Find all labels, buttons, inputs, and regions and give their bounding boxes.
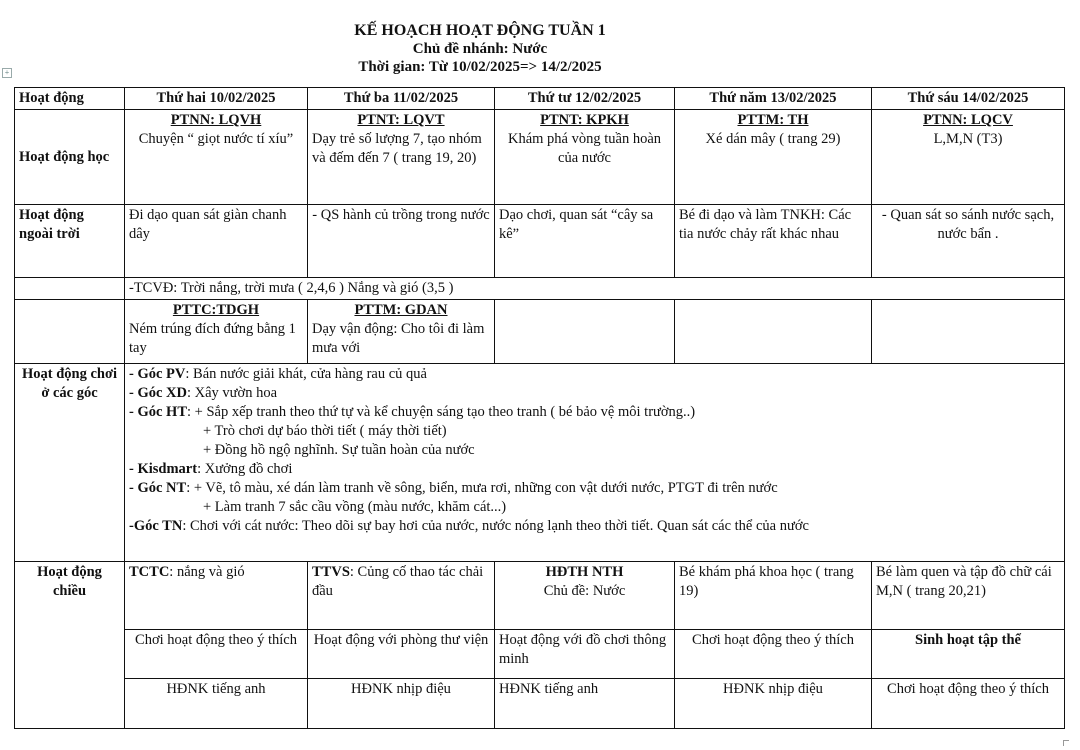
corner-xd-text: : Xây vườn hoa — [187, 385, 278, 401]
table-move-handle-icon[interactable]: + — [2, 68, 12, 78]
activity-text: L,M,N (T3) — [933, 131, 1003, 147]
outdoor-cell-wed: Dạo chơi, quan sát “cây sa kê” — [495, 205, 675, 278]
corner-nt-item-2: + Làm tranh 7 sắc cầu vồng (màu nước, khăm cát...) — [203, 499, 507, 515]
extra-cell-fri — [872, 300, 1065, 364]
afternoon-text: Chủ đề: Nước — [543, 583, 626, 599]
activity-text: Dạy vận động: Cho tôi đi làm mưa với — [312, 321, 485, 356]
tcvd-row — [15, 278, 1065, 300]
header-activity: Hoạt động — [15, 88, 125, 110]
extra-cell-mon — [125, 300, 308, 364]
afternoon-bold: TTVS — [312, 564, 350, 580]
header-monday: Thứ hai 10/02/2025 — [125, 88, 308, 110]
outdoor-cell-mon: Đi dạo quan sát giàn chanh dây — [125, 205, 308, 278]
row-label-learning: Hoạt động học — [15, 110, 125, 205]
tcvd-empty-label — [15, 278, 125, 300]
learning-cell-wed — [495, 110, 675, 205]
weekly-plan-table — [14, 87, 1065, 729]
afternoon-row-1 — [15, 562, 1065, 630]
afternoon3-cell-mon: HĐNK tiếng anh — [125, 679, 308, 729]
afternoon-text: Bé làm quen và tập đồ chữ cái M,N ( trang 20,21) — [876, 564, 1052, 599]
corner-kidsmart — [129, 460, 1060, 479]
corner-tn-label: -Góc TN — [129, 518, 183, 534]
afternoon2-cell-fri: Sinh hoạt tập thể — [872, 630, 1065, 679]
corner-pv — [129, 365, 1060, 384]
area-label: PTNT: LQVT — [357, 112, 445, 128]
corners-content — [125, 364, 1065, 562]
outdoor-row — [15, 205, 1065, 278]
corner-xd-label: - Góc XD — [129, 385, 187, 401]
corner-pv-label: - Góc PV — [129, 366, 186, 382]
header-tuesday: Thứ ba 11/02/2025 — [308, 88, 495, 110]
header-friday: Thứ sáu 14/02/2025 — [872, 88, 1065, 110]
corner-kidsmart-label: - Kisdmart — [129, 461, 198, 477]
extra-empty-label — [15, 300, 125, 364]
extra-cell-thu — [675, 300, 872, 364]
learning-cell-mon — [125, 110, 308, 205]
afternoon-text: : nắng và gió — [169, 564, 245, 580]
afternoon-bold: TCTC — [129, 564, 170, 580]
afternoon2-cell-tue: Hoạt động với phòng thư viện — [308, 630, 495, 679]
afternoon-cell-fri — [872, 562, 1065, 630]
area-label: PTNT: KPKH — [540, 112, 629, 128]
corner-nt-label: - Góc NT — [129, 480, 187, 496]
corners-row — [15, 364, 1065, 562]
outdoor-cell-tue: - QS hành củ trồng trong nước — [308, 205, 495, 278]
row-label-afternoon: Hoạt động chiều — [15, 562, 125, 729]
afternoon-cell-thu — [675, 562, 872, 630]
table-resize-handle-icon[interactable] — [1063, 740, 1069, 746]
outdoor-cell-fri: - Quan sát so sánh nước sạch, nước bẩn . — [872, 205, 1065, 278]
tcvd-text: -TCVĐ: Trời nắng, trời mưa ( 2,4,6 ) Nắng và gió (3,5 ) — [125, 278, 1065, 300]
row-label-outdoor: Hoạt động ngoài trời — [15, 205, 125, 278]
learning-cell-thu — [675, 110, 872, 205]
corner-nt-text: : + Vẽ, tô màu, xé dán làm tranh về sông, biển, mưa rơi, những con vật dưới nước, PTGT đi trên nước — [186, 480, 778, 496]
learning-cell-fri — [872, 110, 1065, 205]
document-header — [0, 22, 960, 77]
header-thursday: Thứ năm 13/02/2025 — [675, 88, 872, 110]
corner-ht-item-2: + Trò chơi dự báo thời tiết ( máy thời tiết) — [203, 423, 447, 439]
extra-cell-wed — [495, 300, 675, 364]
outdoor-cell-thu: Bé đi dạo và làm TNKH: Các tia nước chảy rất khác nhau — [675, 205, 872, 278]
afternoon-row-3 — [15, 679, 1065, 729]
area-label: PTNN: LQVH — [170, 112, 262, 128]
afternoon-cell-wed — [495, 562, 675, 630]
activity-text: Ném trúng đích đứng bằng 1 tay — [129, 321, 296, 356]
corner-ht-item-3: + Đồng hồ ngộ nghĩnh. Sự tuần hoàn của nước — [203, 442, 475, 458]
extra-cell-tue — [308, 300, 495, 364]
afternoon3-cell-fri: Chơi hoạt động theo ý thích — [872, 679, 1065, 729]
corner-kidsmart-text: : Xưởng đồ chơi — [197, 461, 293, 477]
afternoon-cell-tue — [308, 562, 495, 630]
afternoon2-cell-mon: Chơi hoạt động theo ý thích — [125, 630, 308, 679]
area-label: PTTC:TDGH — [172, 302, 260, 318]
afternoon3-cell-thu: HĐNK nhịp điệu — [675, 679, 872, 729]
learning-row — [15, 110, 1065, 205]
afternoon-text: Bé khám phá khoa học ( trang 19) — [679, 564, 854, 599]
activity-text: Xé dán mây ( trang 29) — [705, 131, 841, 147]
corner-ht-text: : + Sắp xếp tranh theo thứ tự và kể chuyện sáng tạo theo tranh ( bé bảo vệ môi trường..) — [187, 404, 696, 420]
corner-xd — [129, 384, 1060, 403]
area-label: PTTM: TH — [737, 112, 809, 128]
corner-ht-label: - Góc HT — [129, 404, 187, 420]
afternoon-row-2 — [15, 630, 1065, 679]
afternoon-bold: HĐTH NTH — [545, 564, 624, 580]
area-label: PTTM: GDAN — [354, 302, 448, 318]
corner-tn — [129, 517, 1060, 536]
plan-subtopic: Chủ đề nhánh: Nước — [412, 41, 548, 57]
header-wednesday: Thứ tư 12/02/2025 — [495, 88, 675, 110]
corner-nt — [129, 479, 1060, 498]
afternoon-text: : Củng cố thao tác chải đầu — [312, 564, 484, 599]
corner-pv-text: : Bán nước giải khát, cửa hàng rau củ quả — [185, 366, 427, 382]
row-label-corners: Hoạt động chơi ở các góc — [15, 364, 125, 562]
afternoon3-cell-wed: HĐNK tiếng anh — [495, 679, 675, 729]
extra-activity-row — [15, 300, 1065, 364]
activity-text: Chuyện “ giọt nước tí xíu” — [138, 131, 294, 147]
plan-timeframe: Thời gian: Từ 10/02/2025=> 14/2/2025 — [358, 59, 602, 75]
afternoon3-cell-tue: HĐNK nhịp điệu — [308, 679, 495, 729]
corner-tn-text: : Chơi với cát nước: Theo dõi sự bay hơi của nước, nước nóng lạnh theo thời tiết. Quan sát các thể của nước — [182, 518, 809, 534]
afternoon-cell-mon — [125, 562, 308, 630]
corner-ht — [129, 403, 1060, 422]
header-row — [15, 88, 1065, 110]
afternoon2-cell-wed: Hoạt động với đồ chơi thông minh — [495, 630, 675, 679]
afternoon2-cell-thu: Chơi hoạt động theo ý thích — [675, 630, 872, 679]
activity-text: Dạy trẻ số lượng 7, tạo nhóm và đếm đến 7 ( trang 19, 20) — [312, 131, 482, 166]
activity-text: Khám phá vòng tuần hoàn của nước — [507, 131, 662, 166]
plan-title: KẾ HOẠCH HOẠT ĐỘNG TUẦN 1 — [354, 22, 606, 39]
learning-cell-tue — [308, 110, 495, 205]
area-label: PTNN: LQCV — [923, 112, 1013, 128]
